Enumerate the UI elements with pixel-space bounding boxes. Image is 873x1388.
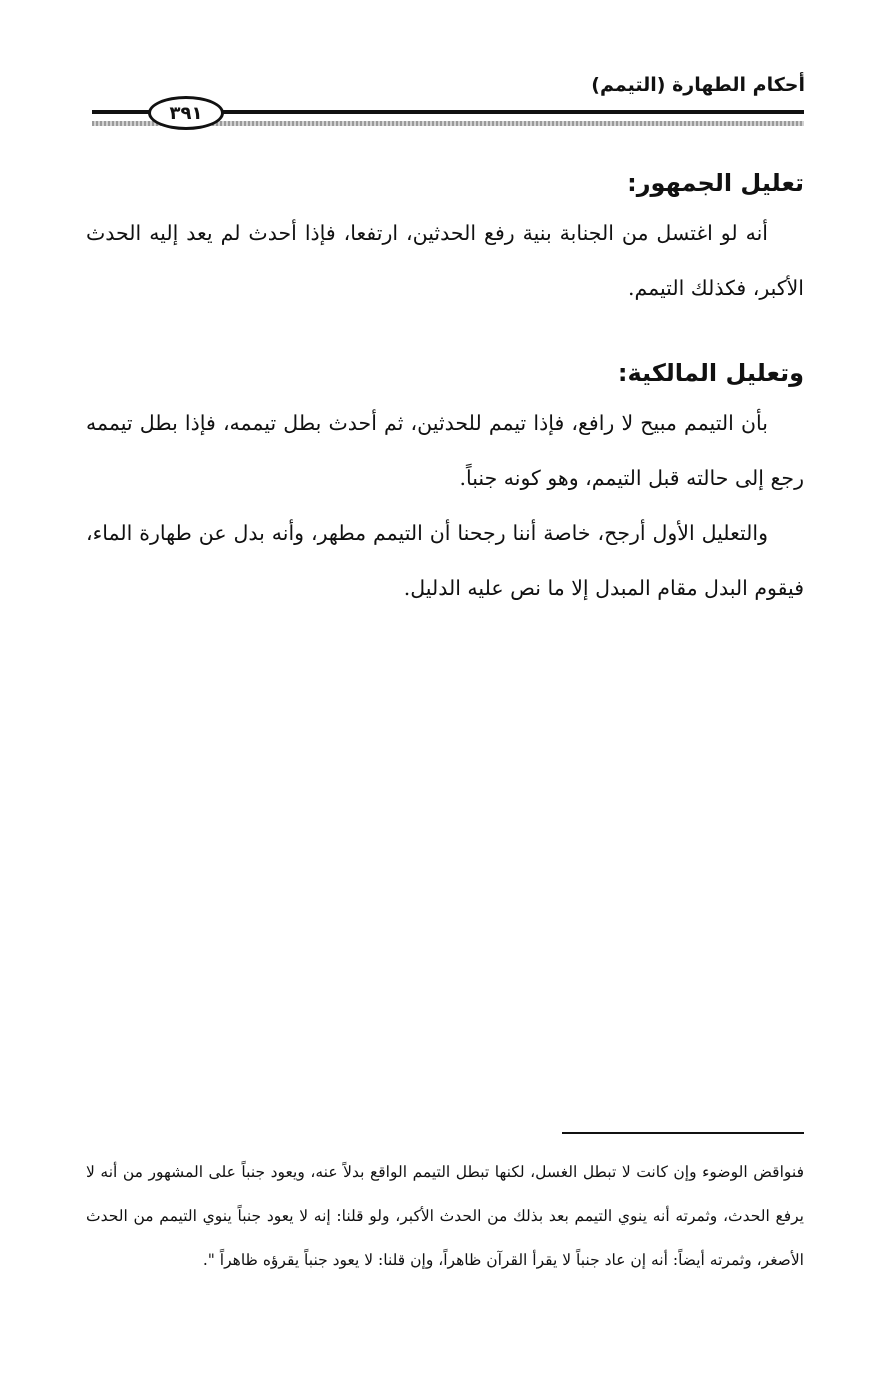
footnote: فنواقض الوضوء وإن كانت لا تبطل الغسل، لكنها تبطل التيمم الواقع بدلاً عنه، ويعود جنباً على المشهور من أنه لا يرفع الحدث، وثمرته أنه ينوي التيمم بعد بذلك من الحدث الأكبر، ولو قلنا: إنه لا يعود جنباً ينوي التيمم من الحدث الأصغر، وثمرته أيضاً: أنه إن عاد جنباً لا يقرأ القرآن ظاهراً، وإن قلنا: لا يعود جنباً يقرؤه ظاهراً ".: [86, 1163, 804, 1269]
footnote-separator: [562, 1132, 804, 1134]
running-title: أحكام الطهارة (التيمم): [591, 74, 805, 96]
paragraph-preferred-opinion: والتعليل الأول أرجح، خاصة أننا رجحنا أن التيمم مطهر، وأنه بدل عن طهارة الماء، فيقوم البدل مقام المبدل إلا ما نص عليه الدليل.: [86, 521, 804, 600]
heading-majority-reasoning: تعليل الجمهور:: [627, 169, 804, 197]
paragraph-maliki-reasoning: بأن التيمم مبيح لا رافع، فإذا تيمم للحدثين، ثم أحدث بطل تيممه، فإذا بطل تيممه رجع إلى حالته قبل التيمم، وهو كونه جنباً.: [86, 411, 804, 490]
paragraph-majority-reasoning: أنه لو اغتسل من الجنابة بنية رفع الحدثين، ارتفعا، فإذا أحدث لم يعد إليه الحدث الأكبر، فكذلك التيمم.: [86, 221, 804, 300]
paragraph-spacer: [86, 316, 804, 350]
page-number: ٣٩١: [148, 96, 224, 130]
main-text: [86, 160, 804, 616]
heading-maliki-reasoning: وتعليل المالكية:: [617, 359, 804, 387]
